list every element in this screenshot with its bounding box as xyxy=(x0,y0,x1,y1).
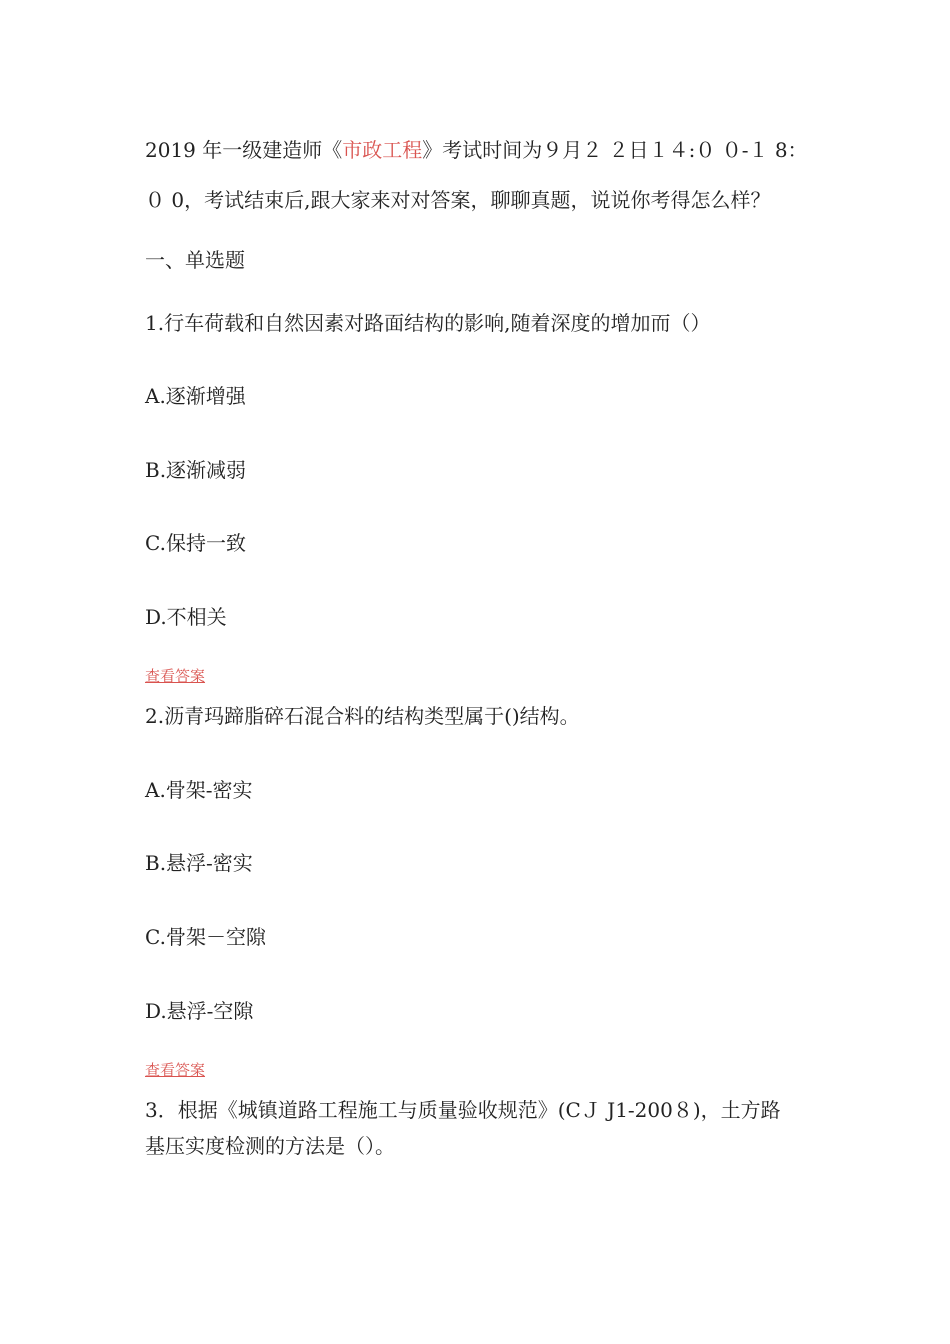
question-3-stem-line-2: 基压实度检测的方法是（）。 xyxy=(145,1134,395,1158)
view-answer-link-2[interactable]: 查看答案 xyxy=(145,1061,206,1079)
question-2-option-c: C.骨架－空隙 xyxy=(145,925,266,949)
question-1-option-c: C.保持一致 xyxy=(145,531,246,555)
question-1-option-d: D.不相关 xyxy=(145,605,227,629)
intro-line-2: ０ 0，考试结束后,跟大家来对对答案，聊聊真题，说说你考得怎么样？ xyxy=(145,188,771,212)
intro-text: 2019 年一级建造师《 xyxy=(145,138,343,162)
question-1-stem: 1.行车荷载和自然因素对路面结构的影响,随着深度的增加而（） xyxy=(145,311,711,335)
question-2-option-d: D.悬浮-空隙 xyxy=(145,999,254,1023)
intro-line-1 xyxy=(145,140,808,160)
question-1-option-a: A.逐渐增强 xyxy=(145,384,246,408)
question-2-option-b: B.悬浮-密实 xyxy=(145,851,253,875)
section-heading: 一、单选题 xyxy=(145,248,245,272)
question-3-stem-line-1: 3．根据《城镇道路工程施工与质量验收规范》(CＪ J1-200８)，土方路 xyxy=(145,1098,781,1122)
question-1-option-b: B.逐渐减弱 xyxy=(145,458,247,482)
view-answer-link-1[interactable]: 查看答案 xyxy=(145,667,206,685)
intro-text: 》考试时间为９月２ ２日１４:０ ０-１ 8： xyxy=(422,138,808,162)
question-2-stem: 2.沥青玛蹄脂碎石混合料的结构类型属于()结构。 xyxy=(145,704,580,728)
subject-highlight: 市政工程 xyxy=(342,138,423,162)
question-2-option-a: A.骨架-密实 xyxy=(145,778,253,802)
